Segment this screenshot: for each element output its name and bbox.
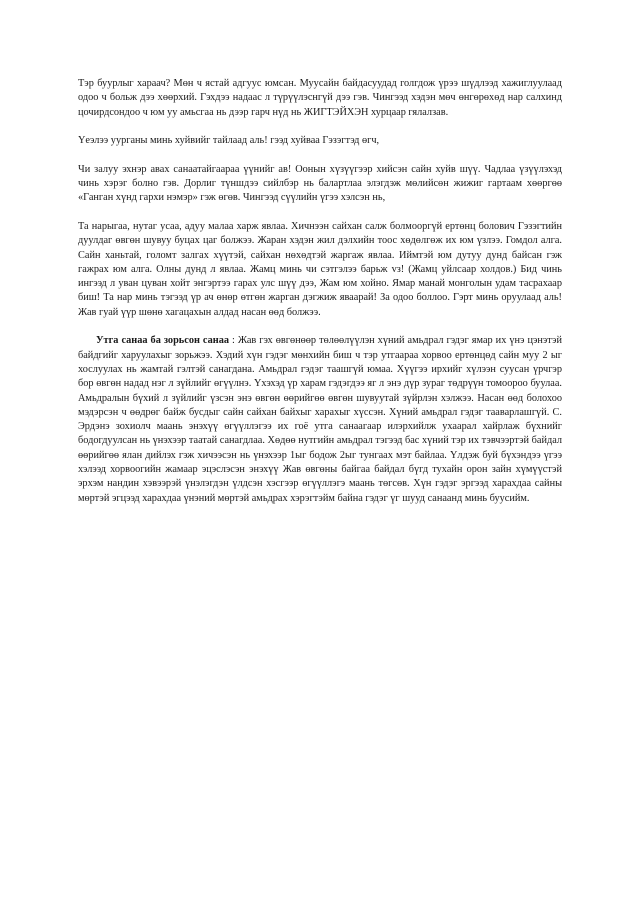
paragraph-5 [78,334,562,506]
document-body [78,77,562,520]
paragraph-3: Чи залуу эхнэр авах санаатайгаараа үүнийг ав! Оонын хүзүүгээр хийсэн сайн хуйв шүү. Чадлаа үзүүлэхэд чинь хэрэг болно гэв. Дорлиг түншдээ сийлбэр нь балартлаа элэгдэж мөлийсөн жижиг гартаам хөөргөө «Ганган хүнд гархи нэмэр» гэж өгөв. Чингээд сүүлийн үгээ хэлсэн нь, [78,163,562,204]
paragraph-4: Та нарыгаа, нутаг усаа, адуу малаа харж явлаа. Хичнээн сайхан салж болмооргүй ертөнц болович Гэзэгтийн дуулдаг өвгөн шувуу буцах цаг болжээ. Жаран хэдэн жил дэлхийн тоос хөдөлгөж их юм үзлээ. Гомдол алга. Сайн ханьтай, голомт залгах хүүтэй, сайхан нөхөдтэй жаргаж явлаа. Иймтэй юм дутуу дунд байсан гэж гажрах юм алга. Олны дунд л явлаа. Жамц минь чи сэтгэлээ барьж vз! (Жамц уйлсаар холдов.) Бид чинь ингээд л уван цуван хойт энгэртээ гарах улс шүү дээ, Жам юм хойно. Ямар манай монголын удам тасрахаар биш! Та нар минь тэгээд үр ач өнөр өтгөн жарган дэгжиж яваарай! За одоо боллоо. Гэрт минь оруулаад аль! Жав гуай үүр шөнө хагацахын алдад насан өөд болжээ. [78,220,562,318]
paragraph-1: Тэр буурлыг хараач? Мөн ч ястай адгуус юмсан. Муусайн байдасуудад голгдож үрээ шүдлээд хажиглуулаад одоо ч больж дээ хөөрхий. Гэхдээ надаас л түрүүлэснгүй дээ гэв. Чингээд хэдэн мөч өнгөрөхөд нар салхинд цочирдсондоо ч юм уу амьсгаа нь дээр гарч нүд нь ЖИГТЭЙХЭН хурцаар гялалзав. [78,78,562,118]
paragraph-5-body: : Жав гэх өвгөнөөр төлөөлүүлэн хүний амьдрал гэдэг ямар их үнэ цэнэтэй байдгийг харуулахыг зорьжээ. Хэдий хүн гэдэг мөнхийн биш ч тэр утгаараа хорвоо ертөнцөд сайн муу 2 ыг хослуулах нь жамтай гэлтэй санагдана. Амьдрал гэдэг таашгүй юмаа. Хүүгээ ирхийг хүлээн суусан үрчгэр бор өвгөн надад нэг л зүйлийг өгүүлнэ. Үхэхэд үр харам гэдэгдээ яг л энэ дүр зураг төдрүүн томоороо буулаа. Амьдралын бүхий л зүйлийг үзсэн энэ өвгөн өөрийгөө өвгөн шувуутай зүйрлэн хэлжээ. Насан өөд болохоо мэдэрсэн ч өөдрөг байж бусдыг сайн сайхан байхыг харахыг хүссэн. Хүний амьдрал гэдэг тааварлашгүй. С. Эрдэнэ зохиолч маань энэхүү өгүүллэгээ их гоё утга санаагаар илэрхийлж ухаарал хайрлаж бүхнийг бодогдуулсан нь үнэхээр таатай санагдлаа. Хөдөө нутгийн амьдрал тэгээд бас хүний тэр их тэвчээртэй байдал өөрийгөө ялан дийлэх гэж хичээсэн нь үнэхээр 1ыг бодож 2ыг тунгаах мэт байлаа. Үлдэж буй бүхэндээ үгээ хэлээд хорвоогийн жамаар эцэслэсэн энэхүү Жав өвгөны байгаа байдал бүгд тухайн орон зайн хүмүүстэй эрхэм нандин хэвээрэй үнэлэгдэн үлдсэн хэсгээр өгүүллэгэ маань төгсөв. Хүн гэдэг эргээд харахдаа сайны мөртэй эгцээд харахдаа үнэний мөртэй амьдрах хэрэгтэйм байна гэдэг үг шууд санаанд минь буусийм. [78,335,562,504]
paragraph-2: Үеэлээ уурганы минь хуйвийг тайлаад аль! гээд хуйваа Гэзэгтэд өгч, [78,135,380,147]
paragraph-5-lead: Утга санаа ба зорьсон санаа [96,335,229,347]
